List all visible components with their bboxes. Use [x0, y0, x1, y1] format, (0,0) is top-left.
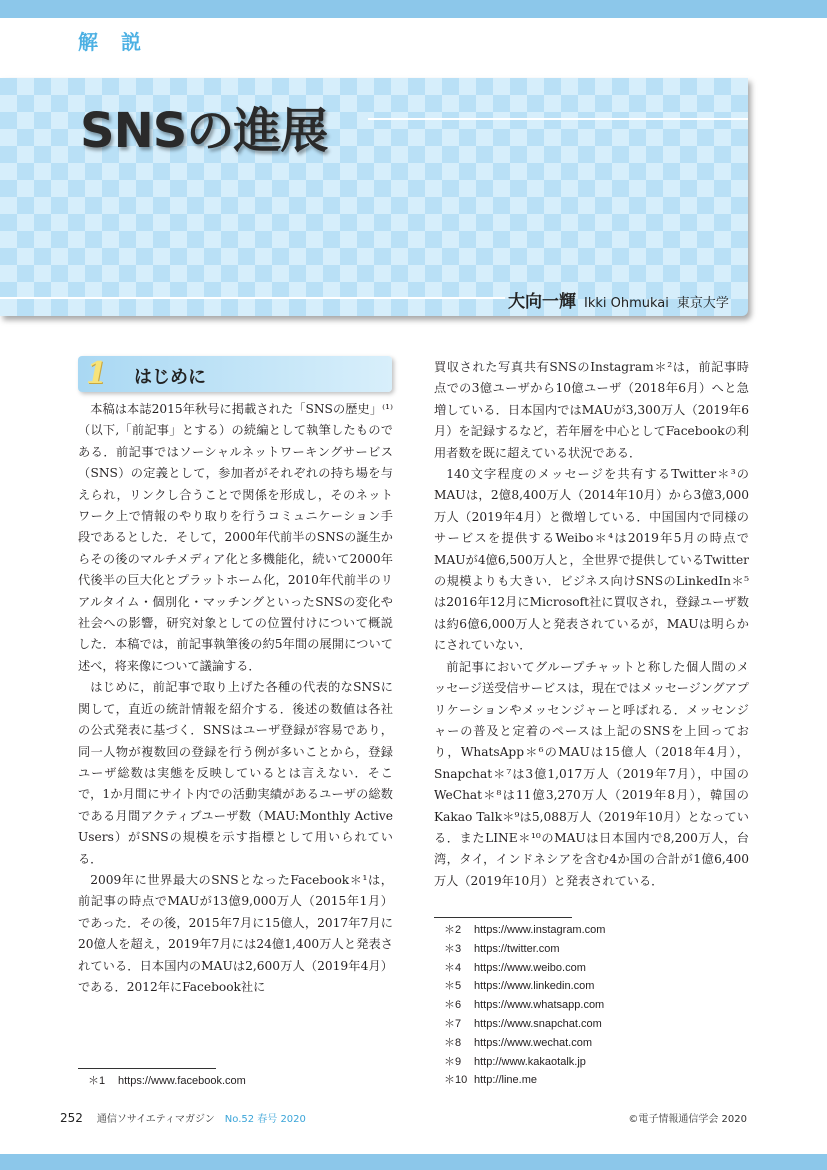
- footnote-mark: ＊6: [444, 999, 462, 1012]
- top-color-bar: [0, 0, 827, 18]
- footnote-mark: ＊8: [444, 1036, 462, 1049]
- footnote-item: [444, 959, 605, 978]
- author-name-en: Ikki Ohmukai: [584, 296, 669, 311]
- footnote-mark: ＊5: [444, 980, 462, 993]
- footnote-url[interactable]: https://www.facebook.com: [118, 1075, 246, 1087]
- footnote-mark: ＊10: [444, 1074, 468, 1087]
- footnote-item: [444, 921, 605, 940]
- footnote-mark: ＊3: [444, 942, 462, 955]
- footnote-url[interactable]: https://www.linkedin.com: [474, 980, 595, 993]
- footnote-item: [444, 1071, 605, 1090]
- footnote-item: [444, 1053, 605, 1072]
- page-footer-left: [60, 1110, 306, 1125]
- author-name-jp: 大向一輝: [508, 292, 576, 312]
- paragraph: 2009年に世界最大のSNSとなったFacebook＊¹は，前記事の時点でMAUが13億9,000万人（2015年1月）であった．その後，2015年7月に15億人，2017年7月に20億人を超え，2019年7月には24億1,400万人と発表されている．日本国内のMAUは2,600万人（2019年4月）である．2012年にFacebook社に: [78, 872, 393, 994]
- footnote-url[interactable]: http://www.kakaotalk.jp: [474, 1055, 586, 1068]
- footnote-mark: ＊9: [444, 1055, 462, 1068]
- footnote-url[interactable]: https://www.whatsapp.com: [474, 999, 605, 1012]
- author-rule: [0, 297, 505, 299]
- issue-label: No.52 春号 2020: [224, 1114, 306, 1125]
- footnote-item: [444, 1034, 605, 1053]
- paragraph: 買収された写真共有SNSのInstagram＊²は，前記事時点での3億ユーザから10億ユーザ（2018年6月）へと急増している．日本国内ではMAUが3,300万人（2019年6月）を記録するなど，若年層を中心としてFacebookの利用者数を既に超えている状況である．: [434, 360, 749, 460]
- body-column-right: [434, 357, 749, 892]
- footnote-url[interactable]: https://www.wechat.com: [474, 1036, 592, 1049]
- footnote-mark: ＊7: [444, 1017, 462, 1030]
- page-number: 252: [60, 1111, 83, 1125]
- footnotes-right: [444, 921, 605, 1090]
- section-number: 1: [86, 356, 107, 391]
- article-title: SNSの進展: [80, 103, 328, 159]
- paragraph: 140文字程度のメッセージを共有するTwitter＊³のMAUは，2億8,400万人（2014年10月）から3億3,000万人（2019年4月）と微増している．中国国内で同様のサービスを提供するWeibo＊⁴は2019年5月の時点でMAUが4億6,500万人と，全世界で提供しているTwitterの規模よりも大きい．ビジネス向けSNSのLinkedIn＊⁵は2016年12月にMicrosoft社に買収され，登録ユーザ数は約6億6,000万人と発表されているが，MAUは明らかにされていない．: [434, 467, 749, 653]
- footnote-url[interactable]: https://www.snapchat.com: [474, 1017, 602, 1030]
- category-label: 解 説: [78, 30, 149, 54]
- footnote-url[interactable]: http://line.me: [474, 1074, 537, 1087]
- paragraph: 本稿は本誌2015年秋号に掲載された「SNSの歴史」⁽¹⁾（以下,「前記事」とする）の続編として執筆したものである．前記事ではソーシャルネットワーキングサービス（SNS）の定義として，参加者がそれぞれの持ち場を与えられ，リンクし合うことで関係を形成し，そのネットワーク上で情報のやり取りを行うコミュニケーション手段であるとした．そして，2000年代前半のSNSの誕生からその後のマルチメディア化と多機能化，続いて2000年代後半の巨大化とプラットホーム化，2010年代前半のリアルタイム・個別化・マッチングといったSNSの変化や社会への影響，研究対象としての位置付けについて概説した．本稿では，前記事執筆後の約5年間の展開について述べ，将来像について議論する．: [78, 402, 393, 673]
- footnote-mark: ＊2: [444, 924, 462, 936]
- author-block: [508, 287, 729, 312]
- footnote-mark: ＊1: [88, 1075, 106, 1087]
- footnote-item: [444, 977, 605, 996]
- magazine-name: 通信ソサイエティマガジン: [96, 1114, 215, 1125]
- footnote-item: [444, 996, 605, 1015]
- footnote-url[interactable]: https://twitter.com: [474, 942, 560, 955]
- author-affiliation: 東京大学: [676, 296, 729, 311]
- footnote-url[interactable]: https://www.instagram.com: [474, 924, 606, 936]
- body-column-left: [78, 399, 393, 998]
- footnote-item: [444, 940, 605, 959]
- copyright: ©電子情報通信学会 2020: [628, 1114, 747, 1125]
- footnote-url[interactable]: https://www.weibo.com: [474, 961, 586, 974]
- footnote-rule-right: [434, 917, 572, 918]
- footnote-item: [88, 1072, 246, 1091]
- paragraph: はじめに，前記事で取り上げた各種の代表的なSNSに関して，直近の統計情報を紹介する．後述の数値は各社の公式発表に基づく．SNSはユーザ登録が容易であり，同一人物が複数回の登録を行う例が多いことから，登録ユーザ総数は実態を反映しているとは言えない．そこで，1か月間にサイト内での活動実績があるユーザの総数である月間アクティブユーザ数（MAU:Monthly Active Users）がSNSの規模を示す指標として用いられている．: [78, 680, 393, 866]
- footnotes-left: [88, 1072, 246, 1091]
- footnote-mark: ＊4: [444, 961, 462, 974]
- footnote-item: [444, 1015, 605, 1034]
- section-heading: [78, 356, 392, 392]
- footnote-rule-left: [78, 1068, 216, 1069]
- title-rule: [368, 118, 748, 120]
- section-title: はじめに: [134, 367, 206, 388]
- bottom-color-bar: [0, 1154, 827, 1170]
- paragraph: 前記事においてグループチャットと称した個人間のメッセージ送受信サービスは，現在ではメッセージングアプリケーションやメッセンジャーと呼ばれる．メッセンジャーの普及と定着のペースは上記のSNSを上回っており，WhatsApp＊⁶のMAUは15億人（2018年4月），Snapchat＊⁷は3億1,017万人（2019年7月），中国のWeChat＊⁸は11億3,270万人（2019年8月），韓国のKakao Talk＊⁹は5,088万人（2019年10月）となっている．またLINE＊¹⁰のMAUは日本国内で8,200万人，台湾，タイ，インドネシアを含む4か国の合計が1億6,400万人（2019年10月）と発表されている．: [434, 659, 749, 888]
